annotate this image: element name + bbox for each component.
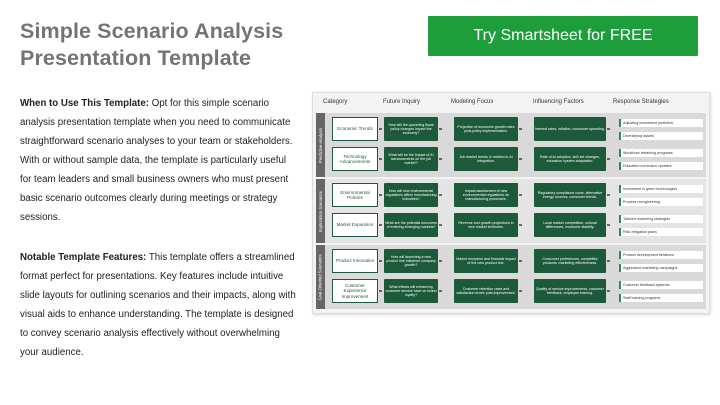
preview-inquiry: How will launching a new product line influence company growth? bbox=[384, 249, 438, 273]
preview-response: Product development iterations bbox=[619, 251, 703, 259]
preview-factors: Interest rates, inflation, consumer spending. bbox=[534, 117, 606, 141]
features-heading: Notable Template Features: bbox=[20, 252, 147, 263]
preview-connector bbox=[519, 158, 522, 160]
preview-category: Market Expansion bbox=[332, 213, 378, 237]
preview-focus: Job market trends in relation to AI integration. bbox=[454, 147, 518, 171]
preview-column-header: Future Inquiry bbox=[383, 99, 421, 105]
when-body: Opt for this simple scenario analysis presentation template when you need to communicate straightforward scenario analyses to your team or stakeholders. With or without sample data, the template is particularly useful for team leaders and small business owners who must present basic scenario outcomes clearly during meetings or strategy sessions. bbox=[20, 98, 293, 223]
preview-focus: Revenue and growth projections in new market territories. bbox=[454, 213, 518, 237]
preview-inquiry: What effects will enhancing customer service have on brand loyalty? bbox=[384, 279, 438, 303]
preview-response: Education curriculum updates bbox=[619, 162, 703, 170]
features-body: This template offers a streamlined format perfect for presentations. Key features include intuitive slide layouts for outlining scenarios and their impacts, along with visual aids to enhance understanding. The template is designed to convey scenario analysis effectively without overwhelming your audience. bbox=[20, 252, 296, 358]
preview-connector bbox=[519, 128, 522, 130]
preview-response: Staff training programs bbox=[619, 294, 703, 302]
preview-response: Process reengineering bbox=[619, 198, 703, 206]
preview-connector bbox=[379, 290, 382, 292]
preview-factors: Regulatory compliance costs, alternative energy sources, consumer trends. bbox=[534, 183, 606, 207]
preview-focus: Customer retention rates and satisfaction levels post-improvement. bbox=[454, 279, 518, 303]
preview-band-label: Exploration Scenarios bbox=[316, 179, 325, 243]
title-line-1: Simple Scenario Analysis bbox=[20, 19, 284, 43]
preview-connector bbox=[439, 194, 442, 196]
preview-connector bbox=[519, 290, 522, 292]
preview-response: Customer feedback systems bbox=[619, 281, 703, 289]
preview-focus: Projection of economic growth rates post-policy implementation. bbox=[454, 117, 518, 141]
preview-inquiry: How will new environmental regulations affect manufacturing industries? bbox=[384, 183, 438, 207]
preview-category: Technology Advancements bbox=[332, 147, 378, 171]
preview-band-label: Predictive Analysis bbox=[316, 113, 325, 177]
preview-factors: Local market competition, cultural differences, economic stability. bbox=[534, 213, 606, 237]
preview-category: Environmental Policies bbox=[332, 183, 378, 207]
preview-connector bbox=[439, 224, 442, 226]
preview-connector bbox=[379, 128, 382, 130]
preview-category: Customer Experience Improvement bbox=[332, 279, 378, 303]
preview-focus: Market reception and financial impact of the new product line. bbox=[454, 249, 518, 273]
preview-connector bbox=[379, 158, 382, 160]
try-smartsheet-button[interactable]: Try Smartsheet for FREE bbox=[428, 16, 698, 56]
when-heading: When to Use This Template: bbox=[20, 98, 149, 109]
preview-connector bbox=[607, 224, 610, 226]
preview-connector bbox=[607, 128, 610, 130]
preview-response: Aggressive marketing campaigns bbox=[619, 264, 703, 272]
preview-band bbox=[316, 245, 706, 309]
preview-connector bbox=[439, 260, 442, 262]
preview-connector bbox=[439, 290, 442, 292]
preview-connector bbox=[607, 260, 610, 262]
preview-response: Workforce retraining programs bbox=[619, 149, 703, 157]
preview-response: Diversifying assets bbox=[619, 132, 703, 140]
preview-inquiry: How will the upcoming fiscal policy changes impact the economy? bbox=[384, 117, 438, 141]
preview-connector bbox=[607, 194, 610, 196]
preview-band-label: Goal-Oriented Scenarios bbox=[316, 245, 325, 309]
preview-connector bbox=[439, 128, 442, 130]
preview-connector bbox=[519, 194, 522, 196]
preview-connector bbox=[379, 194, 382, 196]
preview-response: Risk mitigation plans bbox=[619, 228, 703, 236]
preview-column-header: Modeling Focus bbox=[451, 99, 494, 105]
when-to-use-paragraph bbox=[20, 94, 298, 227]
preview-category: Economic Trends bbox=[332, 117, 378, 141]
title-line-2: Presentation Template bbox=[20, 46, 252, 70]
preview-connector bbox=[607, 158, 610, 160]
preview-response: Tailored marketing strategies bbox=[619, 215, 703, 223]
preview-connector bbox=[519, 260, 522, 262]
preview-connector bbox=[379, 260, 382, 262]
page-title bbox=[20, 18, 380, 72]
preview-band bbox=[316, 113, 706, 177]
preview-column-header: Influencing Factors bbox=[533, 99, 584, 105]
features-paragraph bbox=[20, 248, 298, 362]
preview-factors: Consumer preferences, competitor products, marketing effectiveness. bbox=[534, 249, 606, 273]
preview-factors: Rate of AI adoption, skill set changes, education system adaptation. bbox=[534, 147, 606, 171]
preview-connector bbox=[439, 158, 442, 160]
preview-band bbox=[316, 179, 706, 243]
preview-column-header: Category bbox=[323, 99, 348, 105]
preview-connector bbox=[607, 290, 610, 292]
preview-response: Investment in green technologies bbox=[619, 185, 703, 193]
preview-factors: Quality of service improvements, customer feedback, employee training. bbox=[534, 279, 606, 303]
preview-inquiry: What are the potential outcomes of entering emerging markets? bbox=[384, 213, 438, 237]
preview-column-header: Response Strategies bbox=[613, 99, 669, 105]
preview-focus: Impact assessment of new environmental regulations on manufacturing processes. bbox=[454, 183, 518, 207]
preview-connector bbox=[519, 224, 522, 226]
preview-header-row bbox=[313, 97, 709, 109]
preview-connector bbox=[379, 224, 382, 226]
preview-response: Adjusting investment portfolios bbox=[619, 119, 703, 127]
preview-inquiry: What will be the impact of AI advancements on the job market? bbox=[384, 147, 438, 171]
preview-category: Product Innovation bbox=[332, 249, 378, 273]
template-preview-image[interactable] bbox=[312, 92, 710, 314]
